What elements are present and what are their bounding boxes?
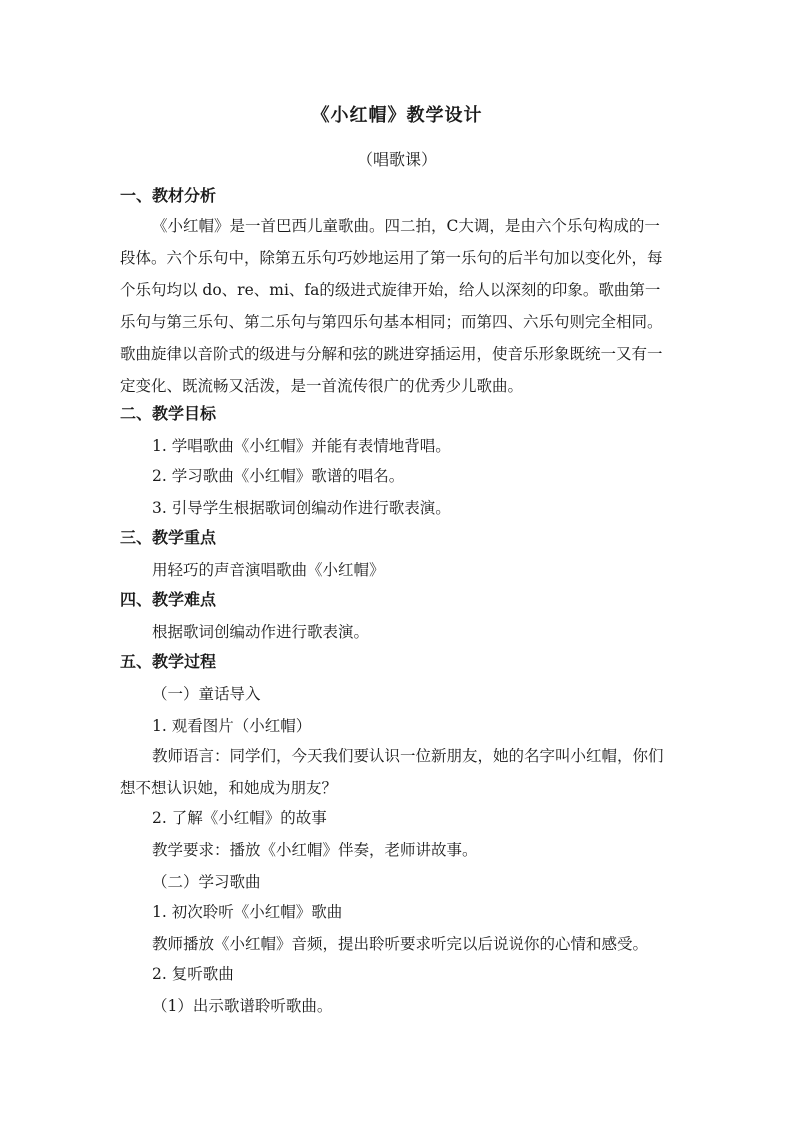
list-item: 1. 学唱歌曲《小红帽》并能有表情地背唱。 — [152, 437, 451, 455]
list-item: 2. 复听歌曲 — [152, 965, 234, 983]
paragraph-line: 想不想认识她，和她成为朋友？ — [120, 779, 338, 797]
paragraph-line: 教师播放《小红帽》音频，提出聆听要求听完以后说说你的心情和感受。 — [152, 935, 649, 953]
list-item: 2. 了解《小红帽》的故事 — [152, 809, 327, 827]
list-item: （1）出示歌谱聆听歌曲。 — [152, 997, 333, 1015]
document-title: 《小红帽》教学设计 — [311, 105, 483, 126]
subsection-heading: （二）学习歌曲 — [152, 873, 261, 891]
paragraph-line: 教师语言：同学们，今天我们要认识一位新朋友，她的名字叫小红帽，你们 — [152, 747, 664, 765]
document-subtitle: （唱歌课） — [356, 150, 437, 169]
paragraph-line: 个乐句均以 do、re、mi、fa的级进式旋律开始，给人以深刻的印象。歌曲第一 — [120, 281, 661, 299]
section-heading-analysis: 一、教材分析 — [120, 186, 217, 205]
paragraph-line: 歌曲旋律以音阶式的级进与分解和弦的跳进穿插运用，使音乐形象既统一又有一 — [120, 345, 663, 363]
list-item: 1. 观看图片（小红帽） — [152, 717, 312, 735]
list-item: 1. 初次聆听《小红帽》歌曲 — [152, 903, 343, 921]
section-heading-objectives: 二、教学目标 — [120, 404, 217, 423]
subsection-heading: （一）童话导入 — [152, 685, 261, 703]
list-item: 3. 引导学生根据歌词创编动作进行歌表演。 — [152, 499, 451, 517]
section-heading-key-points: 三、教学重点 — [120, 528, 217, 547]
paragraph-line: 根据歌词创编动作进行歌表演。 — [152, 623, 370, 641]
section-heading-difficulties: 四、教学难点 — [120, 590, 217, 609]
paragraph-line: 定变化、既流畅又活泼，是一首流传很广的优秀少儿歌曲。 — [120, 377, 524, 395]
paragraph-line: 《小红帽》是一首巴西儿童歌曲。四二拍，C大调，是由六个乐句构成的一 — [152, 217, 660, 235]
paragraph-line: 段体。六个乐句中，除第五乐句巧妙地运用了第一乐句的后半句加以变化外，每 — [120, 249, 663, 267]
paragraph-line: 教学要求：播放《小红帽》伴奏，老师讲故事。 — [152, 841, 478, 859]
section-heading-process: 五、教学过程 — [120, 652, 217, 671]
paragraph-line: 乐句与第三乐句、第二乐句与第四乐句基本相同；而第四、六乐句则完全相同。 — [120, 313, 663, 331]
paragraph-line: 用轻巧的声音演唱歌曲《小红帽》 — [152, 561, 385, 579]
list-item: 2. 学习歌曲《小红帽》歌谱的唱名。 — [152, 467, 405, 485]
